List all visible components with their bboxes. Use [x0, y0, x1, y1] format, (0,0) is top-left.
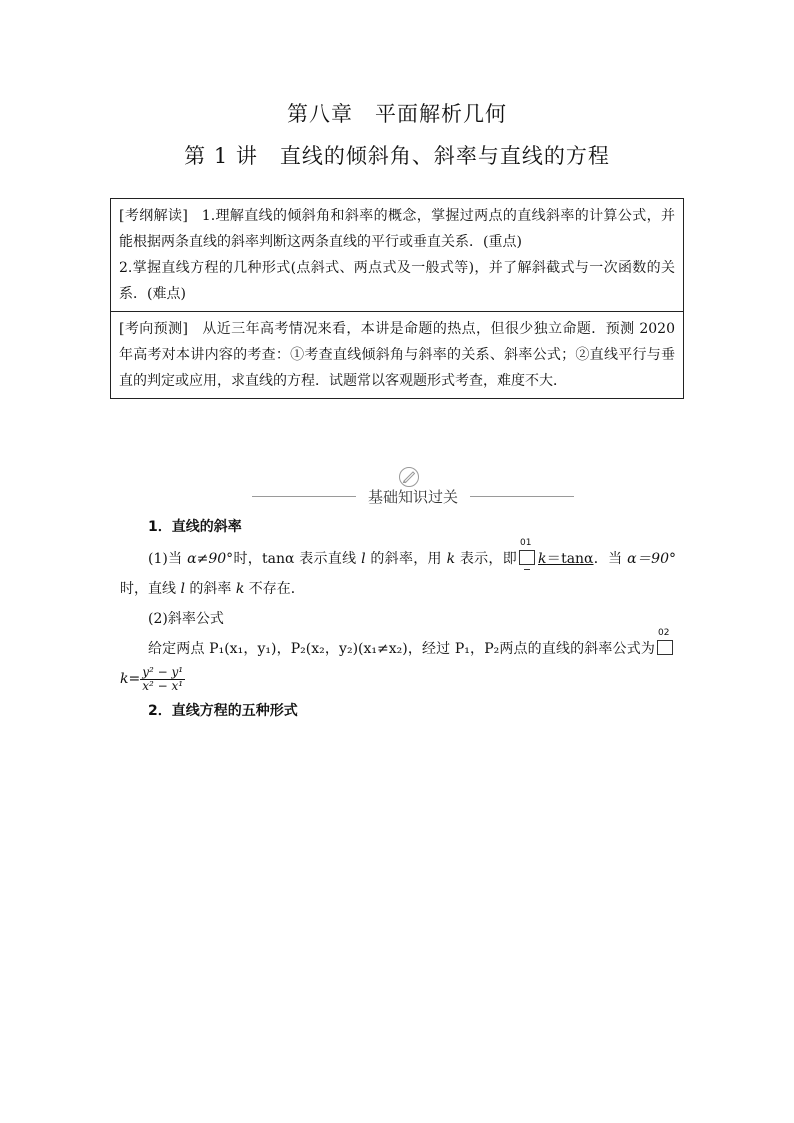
answer-box-01[interactable] — [519, 538, 535, 565]
answer-box-02[interactable] — [657, 628, 673, 655]
answer-var-k: k — [538, 551, 547, 567]
exam-outline-text-2: 2.掌握直线方程的几种形式(点斜式、两点式及一般式等)，并了解斜截式与一次函数的关系．(难点) — [119, 260, 675, 302]
math-var-k: k — [120, 671, 129, 687]
section-banner — [252, 466, 574, 514]
subheading-slope-formula: (2)斜率公式 — [148, 611, 224, 627]
text-fragment: 表示，即 — [455, 551, 517, 567]
banner-line-right — [470, 496, 574, 497]
text-fragment: 时，tanα 表示直线 — [233, 551, 362, 567]
pencil-circle-icon — [398, 466, 420, 488]
math-alpha-condition: α≠90° — [187, 551, 234, 567]
math-equals: = — [128, 671, 141, 687]
info-box — [110, 198, 684, 399]
math-var-l: l — [361, 551, 366, 567]
exam-forecast-text: 从近三年高考情况来看，本讲是命题的热点，但很少独立命题．预测 2020 年高考对本讲内容的考查：①考查直线倾斜角与斜率的关系、斜率公式；②直线平行与垂直的判定或应用，求直线的方程．试题常以客观题形式考查，难度不大． — [119, 321, 675, 389]
exam-outline-tag: [考纲解读] — [119, 208, 188, 224]
text-fragment: 时，直线 — [120, 581, 181, 597]
fraction-numerator: y² − y¹ — [142, 664, 184, 679]
math-var-l: l — [180, 581, 185, 597]
answer-box-dash — [524, 569, 530, 570]
exam-outline-text-1: 1.理解直线的倾斜角和斜率的概念，掌握过两点的直线斜率的计算公式，并能根据两条直线的斜率判断这两条直线的平行或垂直关系．(重点) — [119, 208, 675, 250]
lecture-title: 第 1 讲 直线的倾斜角、斜率与直线的方程 — [184, 144, 610, 168]
answer-rest: ＝tanα — [546, 551, 594, 567]
banner-line-left — [252, 496, 356, 497]
math-var-k: k — [235, 581, 245, 597]
text-fragment: (1)当 — [148, 551, 188, 567]
text-fragment: 给定两点 P₁(x₁，y₁)，P₂(x₂，y₂)(x₁≠x₂)，经过 P₁，P₂两点的直线的斜率公式为 — [148, 641, 655, 657]
math-alpha-equals: α＝90° — [627, 551, 676, 567]
paragraph-slope-formula — [120, 628, 676, 694]
exam-outline-cell — [111, 199, 683, 311]
heading-slope: 1．直线的斜率 — [148, 519, 242, 535]
answer-slope-formula — [538, 551, 594, 567]
text-fragment: 的斜率，用 — [365, 551, 447, 567]
section-banner-title: 基础知识过关 — [367, 488, 458, 506]
main-content — [120, 512, 676, 726]
text-fragment: 不存在． — [244, 581, 305, 597]
math-var-k: k — [446, 551, 456, 567]
text-fragment: 的斜率 — [184, 581, 236, 597]
exam-forecast-cell — [111, 311, 683, 398]
heading-line-equation-forms: 2．直线方程的五种形式 — [148, 703, 298, 719]
exam-forecast-tag: [考向预测] — [119, 321, 188, 337]
answer-box-number: 02 — [658, 628, 670, 638]
slope-fraction — [140, 666, 185, 693]
paragraph-slope-definition — [120, 538, 676, 604]
fraction-denominator: x² − x¹ — [142, 678, 184, 693]
text-fragment: ．当 — [593, 551, 628, 567]
chapter-title: 第八章 平面解析几何 — [287, 102, 507, 126]
answer-box-number: 01 — [520, 538, 532, 548]
